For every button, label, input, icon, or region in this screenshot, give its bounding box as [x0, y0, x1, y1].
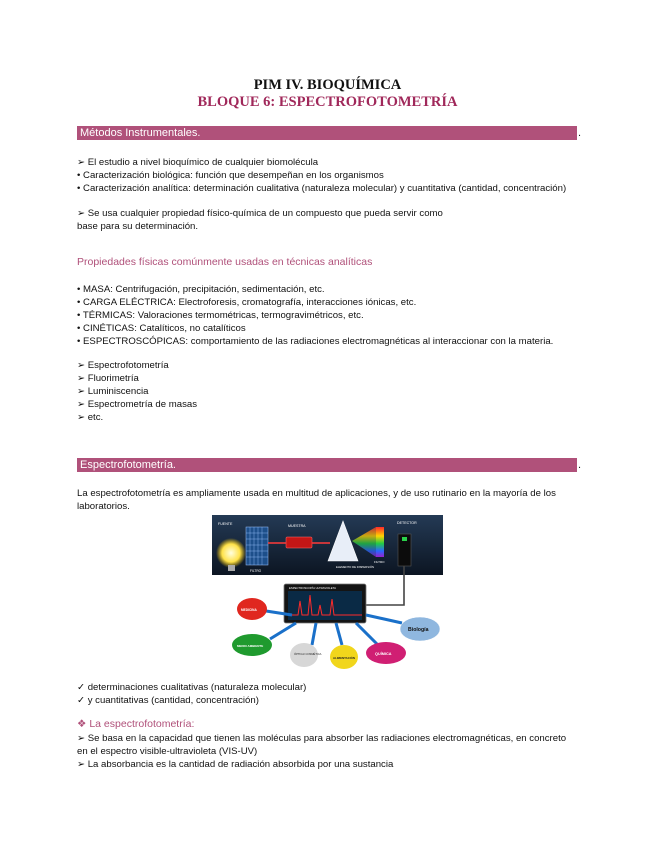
technique-item: ➢ Espectrometría de masas	[77, 399, 198, 410]
label-biologia: Biología	[408, 627, 429, 633]
bullet-line: ➢ El estudio a nivel bioquímico de cualquier biomolécula	[77, 157, 319, 168]
label-elemento: ELEMENTO DE DISPERSIÓN	[336, 565, 375, 569]
property-line: • TÉRMICAS: Valoraciones termométricas, termogravimétricos, etc.	[77, 310, 364, 321]
label-fuente: FUENTE	[218, 522, 233, 526]
label-medicina: MEDICINA	[241, 608, 257, 612]
paragraph-line: ➢ Se usa cualquier propiedad físico-química de un compuesto que pueda servir como	[77, 208, 443, 219]
paragraph-line: base para su determinación.	[77, 221, 199, 232]
section-heading-label: Espectrofotometría.	[80, 459, 176, 471]
label-filtro-2: FILTRO	[374, 560, 385, 564]
light-bulb-icon	[216, 538, 246, 568]
subheading-la-espectrofotometria: ❖ La espectrofotometría:	[77, 718, 195, 730]
property-line: • CINÉTICAS: Catalíticos, no catalíticos	[77, 323, 246, 334]
technique-item: ➢ Fluorimetría	[77, 373, 139, 384]
filter-grid-icon	[246, 527, 268, 565]
final-line: ➢ La absorbancia es la cantidad de radiación absorbida por una sustancia	[77, 759, 394, 770]
technique-item: ➢ Luminiscencia	[77, 386, 149, 397]
document-subtitle: BLOQUE 6: ESPECTROFOTOMETRÍA	[197, 94, 458, 110]
document-title: PIM IV. BIOQUÍMICA	[253, 77, 402, 93]
spectrophotometry-diagram	[212, 515, 443, 675]
spectrum-filter	[376, 527, 384, 557]
label-alimentacion: ALIMENTACIÓN	[333, 656, 355, 660]
check-item: ✓ determinaciones cualitativas (naturaleza molecular)	[77, 682, 307, 693]
final-line: en el espectro visible-ultravioleta (VIS-UV)	[77, 746, 258, 757]
label-muestra: MUESTRA	[288, 524, 306, 528]
label-detector: DETECTOR	[397, 521, 417, 525]
label-screen: ESPECTROSCOPÍA ULTRAVIOLETA	[289, 586, 336, 590]
intro-line: laboratorios.	[77, 501, 130, 512]
section-heading-metodos: Métodos Instrumentales. .	[77, 126, 577, 140]
intro-line: La espectrofotometría es ampliamente usada en multitud de aplicaciones, y de uso rutinario en la mayoría de los	[77, 488, 556, 499]
label-optica: ÓPTICA/ COSMÉTICA	[294, 653, 322, 656]
section-heading-label: Métodos Instrumentales.	[80, 127, 201, 139]
subheading-propiedades: Propiedades físicas comúnmente usadas en técnicas analíticas	[77, 256, 373, 268]
property-line: • MASA: Centrifugación, precipitación, sedimentación, etc.	[77, 284, 325, 295]
technique-item: ➢ etc.	[77, 412, 104, 423]
property-line: • CARGA ELÉCTRICA: Electroforesis, cromatografía, interacciones iónicas, etc.	[77, 297, 417, 308]
technique-item: ➢ Espectrofotometría	[77, 360, 169, 371]
property-line: • ESPECTROSCÓPICAS: comportamiento de las radiaciones electromagnéticas al interaccionar con la materia.	[77, 336, 554, 347]
label-medioambiente: MEDIO AMBIENTE	[237, 644, 264, 648]
check-item: ✓ y cuantitativas (cantidad, concentración)	[77, 695, 259, 706]
detector-led	[402, 537, 407, 541]
label-quimica: QUÍMICA	[375, 652, 392, 656]
bullet-line: • Caracterización analítica: determinación cualitativa (naturaleza molecular) y cuantitativa (cantidad, concentración)	[77, 183, 567, 194]
bulb-base	[228, 565, 235, 571]
label-filtro: FILTRO	[250, 569, 262, 573]
section-heading-espectrofotometria: Espectrofotometría. .	[77, 458, 577, 472]
bullet-line: • Caracterización biológica: función que desempeñan en los organismos	[77, 170, 384, 181]
sample-cuvette-icon	[286, 537, 312, 548]
final-line: ➢ Se basa en la capacidad que tienen las moléculas para absorber las radiaciones electromagnéticas, en concreto	[77, 733, 567, 744]
